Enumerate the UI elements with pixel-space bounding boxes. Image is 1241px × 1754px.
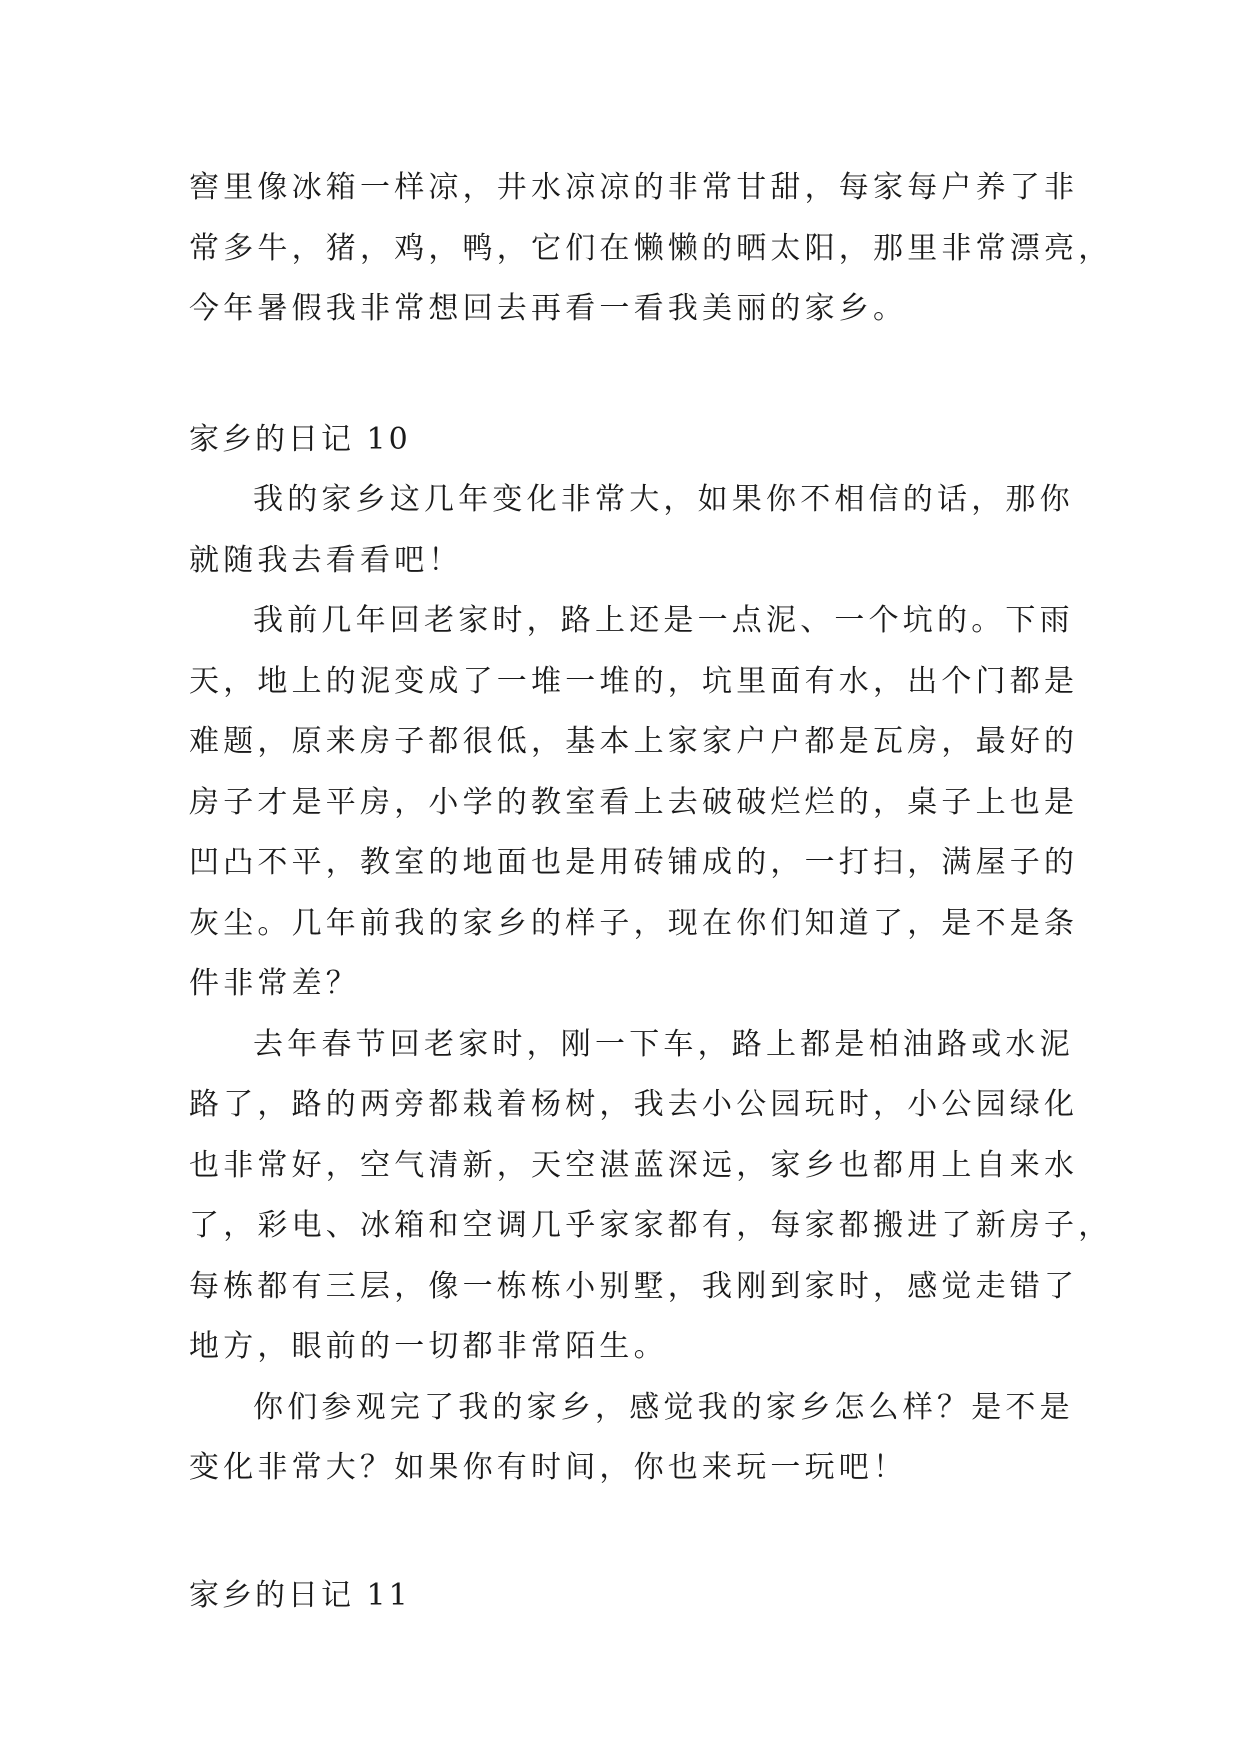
text-line: 了，彩电、冰箱和空调几乎家家都有，每家都搬进了新房子，	[189, 1208, 1113, 1243]
text-line: 灰尘。几年前我的家乡的样子，现在你们知道了，是不是条	[189, 905, 1079, 941]
text-line: 房子才是平房，小学的教室看上去破破烂烂的，桌子上也是	[189, 784, 1079, 820]
text-line: 每栋都有三层，像一栋栋小别墅，我刚到家时，感觉走错了	[189, 1268, 1079, 1304]
text-line: 件非常差？	[189, 966, 360, 1001]
text-line: 常多牛，猪，鸡，鸭，它们在懒懒的晒太阳，那里非常漂亮，	[189, 230, 1113, 266]
text-line: 天，地上的泥变成了一堆一堆的，坑里面有水，出个门都是	[189, 663, 1079, 699]
text-line: 地方，眼前的一切都非常陌生。	[189, 1329, 668, 1364]
intro-paragraph	[189, 158, 1113, 340]
text-line: 凹凸不平，教室的地面也是用砖铺成的，一打扫，满屋子的	[189, 845, 1079, 880]
text-line: 路了，路的两旁都栽着杨树，我去小公园玩时，小公园绿化	[189, 1087, 1079, 1122]
text-line: 也非常好，空气清新，天空湛蓝深远，家乡也都用上自来水	[189, 1147, 1079, 1183]
text-line: 难题，原来房子都很低，基本上家家户户都是瓦房，最好的	[189, 724, 1079, 759]
section-10-paragraph-3	[189, 1015, 1113, 1378]
text-line: 我前几年回老家时，路上还是一点泥、一个坑的。下雨	[253, 603, 1074, 638]
section-10-paragraph-4	[189, 1378, 1074, 1499]
section-title-11: 家乡的日记 11	[189, 1577, 411, 1613]
section-title-10: 家乡的日记 10	[189, 421, 411, 457]
text-line: 我的家乡这几年变化非常大，如果你不相信的话，那你	[253, 482, 1074, 517]
text-line: 变化非常大？如果你有时间，你也来玩一玩吧！	[189, 1450, 908, 1485]
section-10-paragraph-1	[189, 470, 1074, 591]
text-line: 今年暑假我非常想回去再看一看我美丽的家乡。	[189, 291, 908, 326]
text-line: 你们参观完了我的家乡，感觉我的家乡怎么样？是不是	[253, 1389, 1074, 1425]
document-page	[189, 158, 1113, 1626]
text-line: 去年春节回老家时，刚一下车，路上都是柏油路或水泥	[253, 1026, 1074, 1062]
text-line: 窖里像冰箱一样凉，井水凉凉的非常甘甜，每家每户养了非	[189, 170, 1079, 205]
section-10-paragraph-2	[189, 591, 1079, 1015]
text-line: 就随我去看看吧！	[189, 542, 463, 578]
